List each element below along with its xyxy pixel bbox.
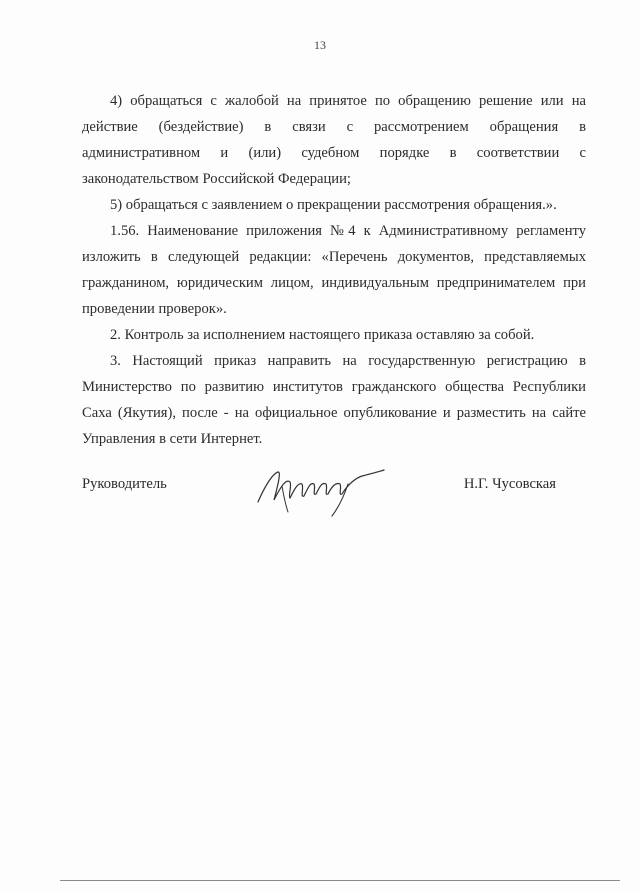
signature-block (82, 462, 586, 522)
signatory-name: Н.Г. Чусовская (463, 476, 556, 492)
clause-1-56 (82, 218, 586, 322)
handwritten-signature-icon (252, 462, 392, 520)
paragraph-control: 2. Контроль за исполнением настоящего приказа оставляю за собой. (110, 327, 535, 343)
paragraph-registration: 3. Настоящий приказ направить на государственную регистрацию в Министерство по развитию институтов гражданского общества Республики Саха (Якутия), после - на официальное опубликование и разместить на сайте Управления в сети Интернет. (82, 353, 586, 447)
page-bottom-rule (60, 880, 620, 881)
page-number: 13 (314, 38, 326, 52)
signatory-title: Руководитель (82, 476, 167, 492)
paragraph-termination-request: 5) обращаться с заявлением о прекращении рассмотрения обращения.». (110, 197, 557, 213)
clause-2 (82, 322, 586, 348)
paragraph-appendix-rename: 1.56. Наименование приложения №4 к Административному регламенту изложить в следующей редакции: «Перечень документов, представляемых гражданином, юридическим лицом, индивидуальным предпринимателем при проведении проверок». (82, 223, 586, 317)
clause-3 (82, 348, 586, 452)
paragraph-appeal-complaint: 4) обращаться с жалобой на принятое по обращению решение или на действие (бездействие) в связи с рассмотрением обращения в административном и (или) судебном порядке в соответствии с законодательством Российской Федерации; (82, 93, 586, 187)
list-item-4 (82, 88, 586, 192)
list-item-5 (82, 192, 586, 218)
